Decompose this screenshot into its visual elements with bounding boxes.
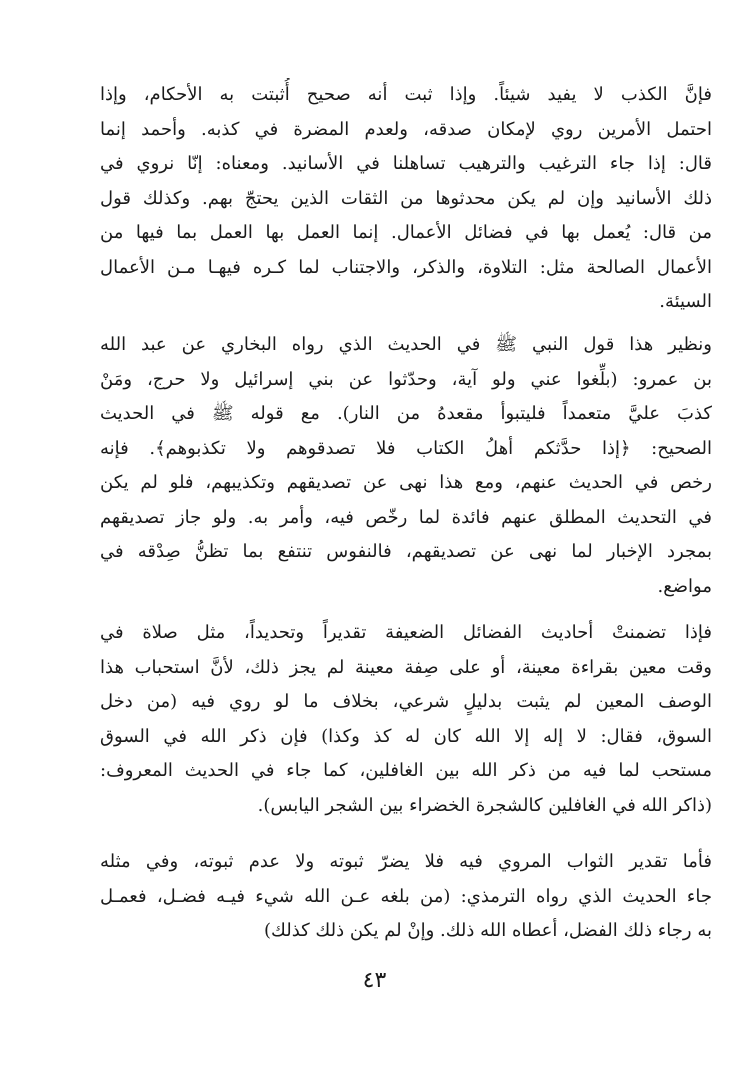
page-number: ٤٣ [362, 968, 387, 993]
text-line: جاء الحديث الذي رواه الترمذي: (من بلغه عـن الله شيء فيـه فضـل، فعمـل [100, 885, 712, 907]
text-line: الوصف المعين لم يثبت بدليلٍ شرعي، بخلاف ما لو روي فيه (من دخل [100, 691, 712, 712]
text-line: في التحديث المطلق عنهم فائدة لما رخّص فيه، وأمر به. ولو جاز تصديقهم [100, 506, 712, 528]
text-line: قال: إذا جاء الترغيب والترهيب تساهلنا في الأسانيد. ومعناه: إنّا نروي في [100, 153, 712, 174]
text-line: كذبَ عليَّ متعمداً فليتبوأ مقعدهُ من النار). مع قوله ﷺ في الحديث [100, 403, 712, 424]
text-line: بمجرد الإخبار لما نهى عن تصديقهم، فالنفوس تنتفع بما تظنُّ صِدْقه في [100, 541, 712, 562]
text-line: مواضع. [657, 575, 712, 597]
paragraph-1 [100, 78, 712, 320]
text-line: وقت معين بقراءة معينة، أو على صِفة معينة لم يجز ذلك، لأنَّ استحباب هذا [100, 656, 712, 678]
text-line: الصحيح: ﴿إذا حدَّثكم أهلُ الكتاب فلا تصدقوهم ولا تكذبوهم﴾. فإنه [100, 437, 712, 459]
text-line: رخص في الحديث عنهم، ومع هذا نهى عن تصديقهم وتكذيبهم، فلو لم يكن [100, 472, 712, 493]
text-line: من قال: يُعمل بها في فضائل الأعمال. إنما العمل بها العمل بما فيها من [100, 222, 712, 243]
paragraph-2 [100, 328, 712, 604]
text-line: الأعمال الصالحة مثل: التلاوة، والذكر، والاجتناب لما كـره فيهـا مـن الأعمال [100, 256, 712, 278]
text-line: فإذا تضمنتْ أحاديث الفضائل الضعيفة تقديراً وتحديداً، مثل صلاة في [100, 622, 712, 643]
page-body [100, 78, 712, 978]
text-line: السوق، فقال: لا إله إلا الله كان له كذ وكذا) فإن ذكر الله في السوق [100, 725, 712, 747]
text-line: بن عمرو: (بلِّغوا عني ولو آية، وحدّثوا عن بني إسرائيل ولا حرج، ومَنْ [100, 368, 712, 390]
text-line: فإنَّ الكذب لا يفيد شيئاً. وإذا ثبت أنه صحيح أُثبتت به الأحكام، وإذا [100, 84, 712, 105]
paragraph-4 [100, 845, 712, 949]
text-line: مستحب لما فيه من ذكر الله بين الغافلين، كما جاء في الحديث المعروف: [100, 760, 712, 781]
text-line: ونظير هذا قول النبي ﷺ في الحديث الذي رواه البخاري عن عبد الله [100, 334, 712, 355]
paragraph-3 [100, 616, 712, 823]
text-line: به رجاء ذلك الفضل، أعطاه الله ذلك. وإنْ لم يكن ذلك كذلك) [264, 920, 712, 941]
text-line: (ذاكر الله في الغافلين كالشجرة الخضراء بين الشجر اليابس). [257, 794, 712, 816]
text-line: ذلك الأسانيد وإن لم يكن محدثوها من الثقات الذين يحتجّ بهم. وكذلك قول [100, 187, 712, 209]
text-line: احتمل الأمرين روي لإمكان صدقه، ولعدم المضرة في كذبه. وأحمد إنما [100, 118, 712, 140]
text-line: فأما تقدير الثواب المروي فيه فلا يضرّ ثبوته ولا عدم ثبوته، وفي مثله [100, 851, 712, 872]
text-line: السيئة. [659, 291, 712, 312]
